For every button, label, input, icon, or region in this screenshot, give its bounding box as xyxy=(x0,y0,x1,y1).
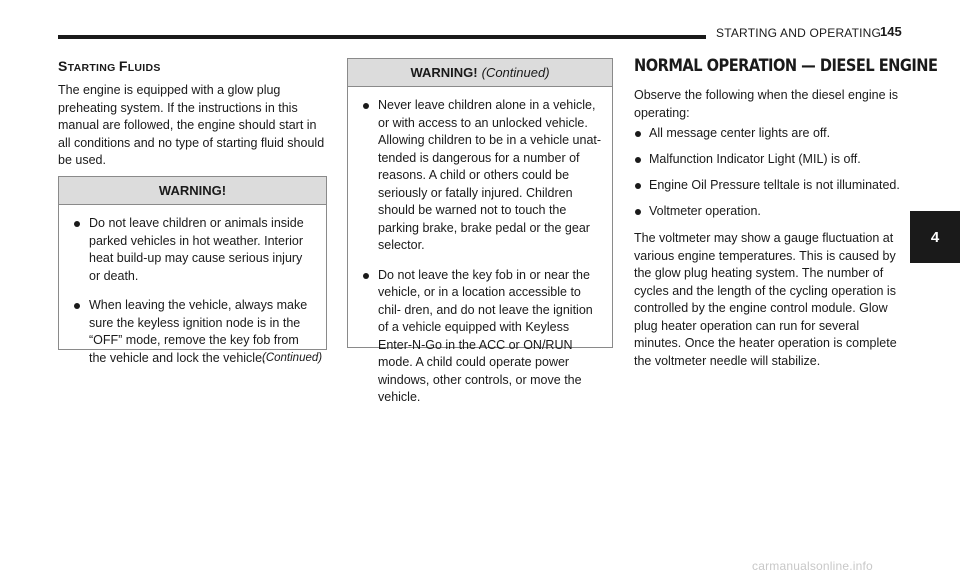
warning-item: Do not leave children or animals inside parked vehicles in hot weather. Interior heat build-up may cause serious injury or death. xyxy=(73,215,316,285)
section-title: STARTING AND OPERATING xyxy=(716,26,882,40)
header-rule xyxy=(58,35,706,39)
watermark: carmanualsonline.info xyxy=(752,559,873,573)
warning-item: Do not leave the key fob in or near the vehicle, or in a location accessible to chil- dren, and do not leave the ignition of a vehicle equipped with Keyless Enter-N-Go in the ACC or ON/RUN mode. A child could operate power windows, other controls, or move the vehicle. xyxy=(362,267,602,407)
operation-checklist xyxy=(634,125,909,229)
warning-box-continued xyxy=(347,58,613,404)
list-item: Malfunction Indicator Light (MIL) is off. xyxy=(634,151,909,177)
heading-initial: S xyxy=(58,58,68,74)
heading-initial: F xyxy=(118,58,128,74)
list-item: All message center lights are off. xyxy=(634,125,909,151)
warning-title-text: WARNING! xyxy=(410,65,478,80)
warning-title xyxy=(348,59,612,87)
starting-fluids-heading xyxy=(58,58,161,74)
heading-smallcaps: TARTING xyxy=(67,62,119,74)
warning-title-suffix: (Continued) xyxy=(481,65,550,80)
voltmeter-paragraph: The voltmeter may show a gauge fluctuation at various engine temperatures. This is caused by the glow plug heating system. The number of cycles and the length of the cycling operation is controlled by the engine control module. Glow plug heater operation can run for several minutes. Once the heater operation is complete the voltmeter needle will stabilize. xyxy=(634,231,897,368)
chapter-tab[interactable]: 4 xyxy=(910,211,960,263)
starting-fluids-paragraph: The engine is equipped with a glow plug preheating system. If the instructions in this manual are followed, the engine should start in all conditions and no type of starting fluid should be used. xyxy=(58,83,325,167)
warning-title xyxy=(59,177,326,205)
warning-title-text: WARNING! xyxy=(158,183,227,198)
list-item: Engine Oil Pressure telltale is not illuminated. xyxy=(634,177,909,203)
list-item: Voltmeter operation. xyxy=(634,203,909,229)
warning-list xyxy=(348,87,612,425)
page-number: 145 xyxy=(880,24,902,39)
warning-item: Never leave children alone in a vehicle, or with access to an unlocked vehicle. Allowing children to be in a vehicle unat- tended is dangerous for a number of reasons. A child or others could be seriously or fatally injured. Children should be warned not to touch the parking brake, brake pedal or the gear selector. xyxy=(362,97,602,255)
continued-label: (Continued) xyxy=(262,352,323,364)
warning-item: When leaving the vehicle, always make sure the keyless ignition node is in the “OFF” mode, remove the key fob from the vehicle and lock the vehicle. xyxy=(73,297,316,367)
normal-operation-heading: NORMAL OPERATION — DIESEL ENGINE xyxy=(634,56,938,76)
normal-operation-intro: Observe the following when the diesel engine is operating: xyxy=(634,88,899,120)
heading-smallcaps: LUIDS xyxy=(127,62,161,74)
